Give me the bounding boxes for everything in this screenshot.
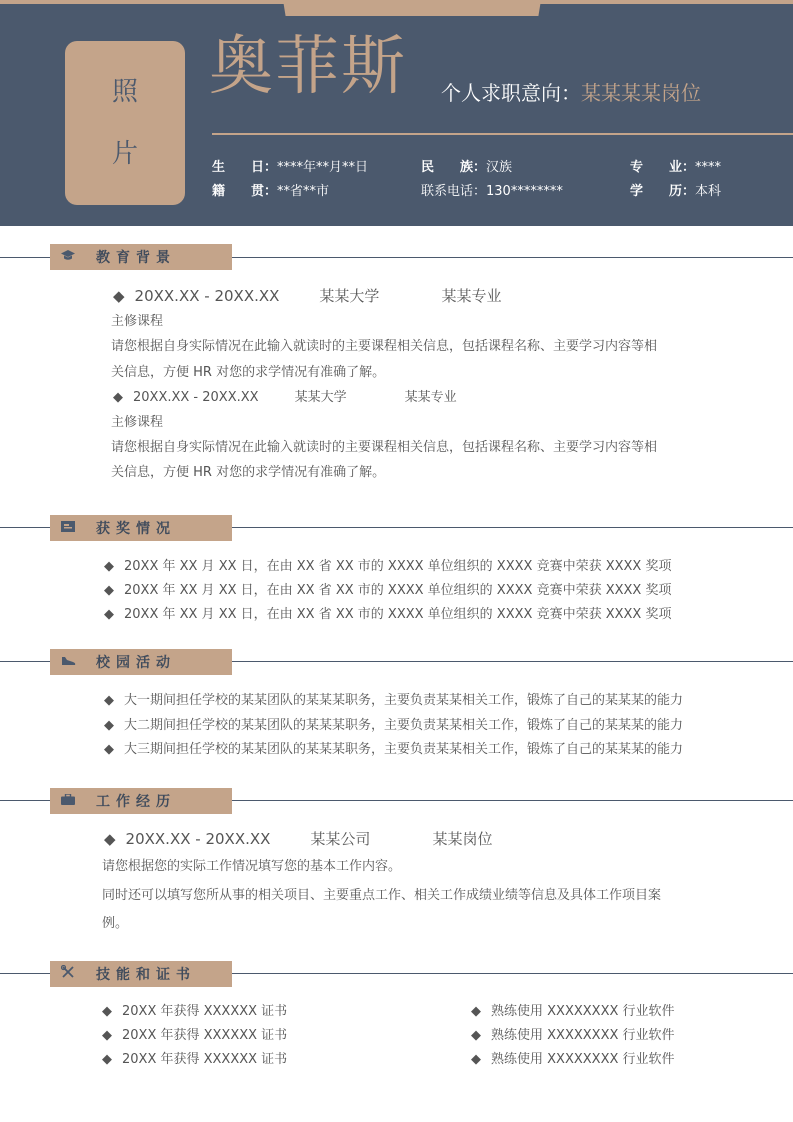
info-major-value: **** bbox=[695, 160, 722, 175]
activity-text: 大二期间担任学校的某某团队的某某某职务，主要负责某某相关工作，锻炼了自己的某某某的能力 bbox=[124, 718, 684, 733]
edu-course-label: 主修课程 bbox=[111, 314, 164, 329]
bullet-diamond: ◆ bbox=[113, 390, 123, 405]
info-birthday-label: 生 日： bbox=[212, 160, 278, 175]
certificate-icon bbox=[60, 521, 76, 536]
info-hometown-label: 籍 贯： bbox=[212, 184, 278, 199]
info-hometown-value: **省**市 bbox=[277, 184, 330, 199]
activity-item bbox=[104, 692, 683, 710]
job-intent-label: 个人求职意向： bbox=[441, 81, 581, 105]
edu-desc-line2: 关信息，方便 HR 对您的求学情况有准确了解。 bbox=[111, 465, 386, 480]
edu-course-label: 主修课程 bbox=[111, 415, 164, 430]
section-title: 教育背景 bbox=[96, 250, 176, 266]
work-company: 某某公司 bbox=[310, 830, 371, 848]
work-desc-line2: 同时还可以填写您所从事的相关项目、主要重点工作、相关工作成绩业绩等信息及具体工作项目案 bbox=[102, 888, 662, 903]
work-position: 某某岗位 bbox=[432, 830, 493, 848]
section-awards-heading bbox=[50, 515, 232, 541]
skill-cert-text: 20XX 年获得 XXXXXX 证书 bbox=[122, 1052, 288, 1067]
edu-school: 某某大学 bbox=[319, 287, 380, 305]
info-hometown bbox=[212, 184, 329, 200]
bullet-diamond: ◆ bbox=[102, 1004, 112, 1019]
skill-software-text: 熟练使用 XXXXXXXX 行业软件 bbox=[491, 1004, 675, 1019]
bullet-diamond: ◆ bbox=[102, 1052, 112, 1067]
bullet-diamond: ◆ bbox=[104, 742, 114, 757]
job-intent-value: 某某某某岗位 bbox=[581, 81, 701, 105]
award-text: 20XX 年 XX 月 XX 日，在由 XX 省 XX 市的 XXXX 单位组织的 XXXX 竞赛中荣获 XXXX 奖项 bbox=[124, 559, 672, 574]
resume-header bbox=[0, 0, 793, 226]
header-divider bbox=[212, 133, 793, 135]
candidate-name: 奥菲斯 bbox=[209, 30, 407, 104]
graduation-cap-icon bbox=[60, 249, 76, 265]
info-ethnicity-value: 汉族 bbox=[486, 160, 513, 175]
bullet-diamond: ◆ bbox=[102, 1028, 112, 1043]
job-intent bbox=[441, 78, 741, 134]
bullet-diamond: ◆ bbox=[104, 718, 114, 733]
photo-char-1: 照 bbox=[111, 77, 138, 107]
education-entry-2-head bbox=[113, 389, 457, 407]
info-ethnicity-label: 民 族： bbox=[421, 160, 487, 175]
edu-desc-line1: 请您根据自身实际情况在此输入就读时的主要课程相关信息，包括课程名称、主要学习内容等相 bbox=[111, 440, 658, 455]
bullet-diamond: ◆ bbox=[104, 830, 116, 848]
activity-text: 大三期间担任学校的某某团队的某某某职务，主要负责某某相关工作，锻炼了自己的某某某的能力 bbox=[124, 742, 684, 757]
info-ethnicity bbox=[421, 160, 512, 176]
shoe-icon bbox=[60, 655, 76, 670]
skill-cert-item bbox=[102, 1003, 287, 1021]
edu-major: 某某专业 bbox=[441, 287, 502, 305]
bullet-diamond: ◆ bbox=[471, 1028, 481, 1043]
education-entry-1-head bbox=[113, 287, 501, 305]
bullet-diamond: ◆ bbox=[113, 287, 125, 305]
edu-date: 20XX.XX - 20XX.XX bbox=[134, 287, 280, 305]
section-title: 获奖情况 bbox=[96, 521, 176, 537]
skill-software-item bbox=[471, 1051, 675, 1069]
work-desc-line3: 例。 bbox=[102, 916, 129, 931]
top-accent-tab bbox=[283, 0, 541, 16]
info-degree bbox=[630, 184, 721, 200]
activity-item bbox=[104, 741, 683, 759]
info-birthday bbox=[212, 160, 368, 176]
edu-major: 某某专业 bbox=[404, 390, 457, 405]
edu-school: 某某大学 bbox=[294, 390, 347, 405]
photo-placeholder[interactable] bbox=[65, 41, 185, 205]
bullet-diamond: ◆ bbox=[471, 1004, 481, 1019]
work-date: 20XX.XX - 20XX.XX bbox=[125, 830, 271, 848]
section-title: 技能和证书 bbox=[96, 967, 196, 983]
work-entry-head bbox=[104, 830, 492, 848]
work-desc-line1: 请您根据您的实际工作情况填写您的基本工作内容。 bbox=[102, 859, 402, 874]
info-phone bbox=[421, 184, 563, 200]
info-degree-value: 本科 bbox=[695, 184, 722, 199]
info-birthday-value: ****年**月**日 bbox=[277, 160, 369, 175]
award-text: 20XX 年 XX 月 XX 日，在由 XX 省 XX 市的 XXXX 单位组织的 XXXX 竞赛中荣获 XXXX 奖项 bbox=[124, 607, 672, 622]
bullet-diamond: ◆ bbox=[104, 607, 114, 622]
skill-software-text: 熟练使用 XXXXXXXX 行业软件 bbox=[491, 1028, 675, 1043]
edu-desc-line2: 关信息，方便 HR 对您的求学情况有准确了解。 bbox=[111, 365, 386, 380]
section-skills-heading bbox=[50, 961, 232, 987]
bullet-diamond: ◆ bbox=[471, 1052, 481, 1067]
skill-cert-item bbox=[102, 1027, 287, 1045]
skill-software-text: 熟练使用 XXXXXXXX 行业软件 bbox=[491, 1052, 675, 1067]
award-item bbox=[104, 558, 671, 576]
section-education-heading bbox=[50, 244, 232, 270]
section-title: 工作经历 bbox=[96, 794, 176, 810]
award-text: 20XX 年 XX 月 XX 日，在由 XX 省 XX 市的 XXXX 单位组织的 XXXX 竞赛中荣获 XXXX 奖项 bbox=[124, 583, 672, 598]
award-item bbox=[104, 606, 671, 624]
section-work-heading bbox=[50, 788, 232, 814]
skill-cert-item bbox=[102, 1051, 287, 1069]
info-major bbox=[630, 160, 721, 176]
info-phone-value: 130******** bbox=[486, 184, 563, 199]
award-item bbox=[104, 582, 671, 600]
edu-date: 20XX.XX - 20XX.XX bbox=[133, 390, 259, 405]
edu-desc-line1: 请您根据自身实际情况在此输入就读时的主要课程相关信息，包括课程名称、主要学习内容等相 bbox=[111, 339, 658, 354]
skill-software-item bbox=[471, 1027, 675, 1045]
photo-char-2: 片 bbox=[111, 139, 138, 169]
skill-cert-text: 20XX 年获得 XXXXXX 证书 bbox=[122, 1028, 288, 1043]
briefcase-icon bbox=[60, 794, 76, 809]
bullet-diamond: ◆ bbox=[104, 583, 114, 598]
section-activities-heading bbox=[50, 649, 232, 675]
bullet-diamond: ◆ bbox=[104, 559, 114, 574]
activity-text: 大一期间担任学校的某某团队的某某某职务，主要负责某某相关工作，锻炼了自己的某某某的能力 bbox=[124, 693, 684, 708]
info-phone-label: 联系电话： bbox=[421, 184, 487, 199]
tools-icon bbox=[60, 965, 76, 983]
info-degree-label: 学 历： bbox=[630, 184, 696, 199]
bullet-diamond: ◆ bbox=[104, 693, 114, 708]
section-title: 校园活动 bbox=[96, 655, 176, 671]
activity-item bbox=[104, 717, 683, 735]
skill-cert-text: 20XX 年获得 XXXXXX 证书 bbox=[122, 1004, 288, 1019]
info-major-label: 专 业： bbox=[630, 160, 696, 175]
skill-software-item bbox=[471, 1003, 675, 1021]
